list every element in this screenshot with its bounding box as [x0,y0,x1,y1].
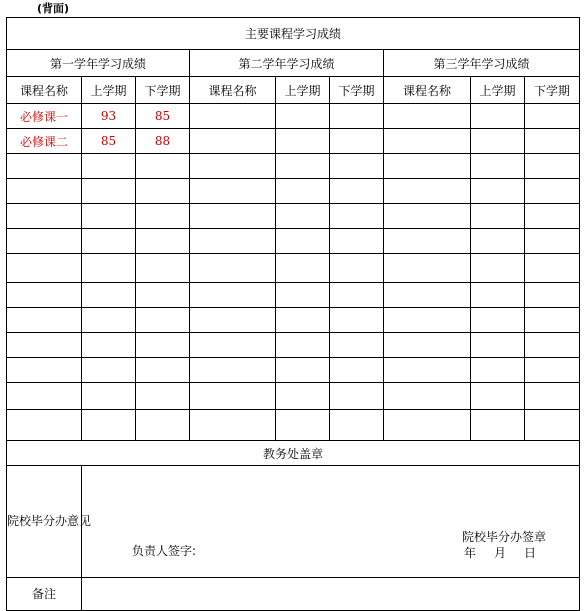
empty-cell [330,204,384,229]
empty-cell [384,104,471,129]
empty-cell [190,410,276,441]
year-1-header: 第一学年学习成绩 [7,50,190,77]
empty-cell [276,254,330,283]
empty-cell [276,104,330,129]
empty-cell [471,104,525,129]
empty-cell [190,358,276,383]
empty-cell [7,308,82,333]
empty-cell [384,129,471,154]
second-term-score: 88 [136,129,190,154]
table-row [7,308,580,333]
signer-label: 负责人签字: [132,544,197,558]
first-term-header: 上学期 [276,77,330,104]
empty-cell [471,410,525,441]
empty-cell [82,179,136,204]
empty-cell [384,283,471,308]
empty-cell [190,254,276,283]
academic-office-seal: 教务处盖章 [7,441,580,466]
day-label: 日 [524,546,537,560]
empty-cell [7,333,82,358]
empty-cell [82,283,136,308]
table-row [7,254,580,283]
empty-cell [471,308,525,333]
empty-cell [384,179,471,204]
opinion-label: 院校毕分办意见 [7,466,82,578]
table-row [7,283,580,308]
remark-label: 备注 [7,578,82,611]
empty-cell [190,383,276,410]
empty-cell [190,154,276,179]
empty-cell [384,358,471,383]
empty-cell [82,383,136,410]
empty-cell [190,229,276,254]
empty-cell [82,333,136,358]
table-row [7,383,580,410]
grade-table [6,17,580,611]
empty-cell [82,229,136,254]
date-line [464,544,554,561]
empty-cell [384,308,471,333]
empty-cell [276,383,330,410]
empty-cell [136,204,190,229]
empty-cell [7,383,82,410]
course-name-cell: 必修课二 [7,129,82,154]
empty-cell [471,179,525,204]
empty-cell [471,283,525,308]
empty-cell [471,358,525,383]
empty-cell [525,333,580,358]
course-name-header: 课程名称 [384,77,471,104]
year-3-header: 第三学年学习成绩 [384,50,580,77]
empty-cell [525,410,580,441]
empty-cell [471,383,525,410]
second-term-header: 下学期 [525,77,580,104]
year-label: 年 [464,546,477,560]
table-row [7,358,580,383]
table-row [7,204,580,229]
empty-cell [525,358,580,383]
empty-cell [276,308,330,333]
empty-cell [330,229,384,254]
second-term-score: 85 [136,104,190,129]
empty-cell [384,154,471,179]
empty-cell [190,283,276,308]
second-term-header: 下学期 [330,77,384,104]
empty-cell [471,254,525,283]
empty-cell [525,229,580,254]
empty-cell [190,104,276,129]
empty-cell [136,154,190,179]
year-2-header: 第二学年学习成绩 [190,50,384,77]
empty-cell [190,308,276,333]
empty-cell [525,383,580,410]
empty-cell [7,358,82,383]
empty-cell [330,283,384,308]
empty-cell [276,333,330,358]
empty-cell [330,179,384,204]
empty-cell [384,410,471,441]
first-term-score: 85 [82,129,136,154]
second-term-header: 下学期 [136,77,190,104]
empty-cell [190,204,276,229]
empty-cell [136,410,190,441]
empty-cell [7,254,82,283]
empty-cell [136,283,190,308]
empty-cell [7,154,82,179]
empty-cell [330,154,384,179]
table-row [7,410,580,441]
empty-cell [276,179,330,204]
empty-cell [330,254,384,283]
empty-cell [384,383,471,410]
empty-cell [82,308,136,333]
course-name-header: 课程名称 [7,77,82,104]
empty-cell [276,283,330,308]
empty-cell [471,204,525,229]
month-label: 月 [494,546,507,560]
remark-area [82,578,580,611]
table-row [7,154,580,179]
empty-cell [136,308,190,333]
empty-cell [276,129,330,154]
empty-cell [384,333,471,358]
table-row [7,333,580,358]
office-seal-label: 院校毕分办签章 [462,530,547,544]
empty-cell [190,129,276,154]
empty-cell [525,204,580,229]
empty-cell [276,410,330,441]
empty-cell [525,154,580,179]
empty-cell [82,204,136,229]
empty-cell [136,229,190,254]
first-term-score: 93 [82,104,136,129]
empty-cell [276,154,330,179]
first-term-header: 上学期 [471,77,525,104]
empty-cell [7,179,82,204]
course-name-header: 课程名称 [190,77,276,104]
empty-cell [82,358,136,383]
empty-cell [330,308,384,333]
empty-cell [136,358,190,383]
table-title: 主要课程学习成绩 [7,18,580,50]
empty-cell [136,333,190,358]
empty-cell [384,254,471,283]
empty-cell [276,358,330,383]
empty-cell [471,129,525,154]
course-name-cell: 必修课一 [7,104,82,129]
empty-cell [525,179,580,204]
opinion-area [82,466,580,578]
empty-cell [7,204,82,229]
empty-cell [525,254,580,283]
empty-cell [330,358,384,383]
empty-cell [136,179,190,204]
empty-cell [82,254,136,283]
empty-cell [330,333,384,358]
empty-cell [190,333,276,358]
empty-cell [525,104,580,129]
empty-cell [330,410,384,441]
empty-cell [384,229,471,254]
empty-cell [7,410,82,441]
empty-cell [136,383,190,410]
empty-cell [471,154,525,179]
empty-cell [471,229,525,254]
empty-cell [190,179,276,204]
empty-cell [471,333,525,358]
empty-cell [330,104,384,129]
empty-cell [136,254,190,283]
empty-cell [525,308,580,333]
table-row [7,179,580,204]
empty-cell [7,229,82,254]
table-row [7,229,580,254]
empty-cell [330,129,384,154]
table-row [7,129,580,154]
empty-cell [7,283,82,308]
empty-cell [330,383,384,410]
table-row [7,104,580,129]
empty-cell [525,129,580,154]
empty-cell [276,229,330,254]
empty-cell [82,410,136,441]
side-label: (背面) [37,2,70,15]
empty-cell [525,283,580,308]
empty-cell [276,204,330,229]
first-term-header: 上学期 [82,77,136,104]
empty-cell [82,154,136,179]
empty-cell [384,204,471,229]
